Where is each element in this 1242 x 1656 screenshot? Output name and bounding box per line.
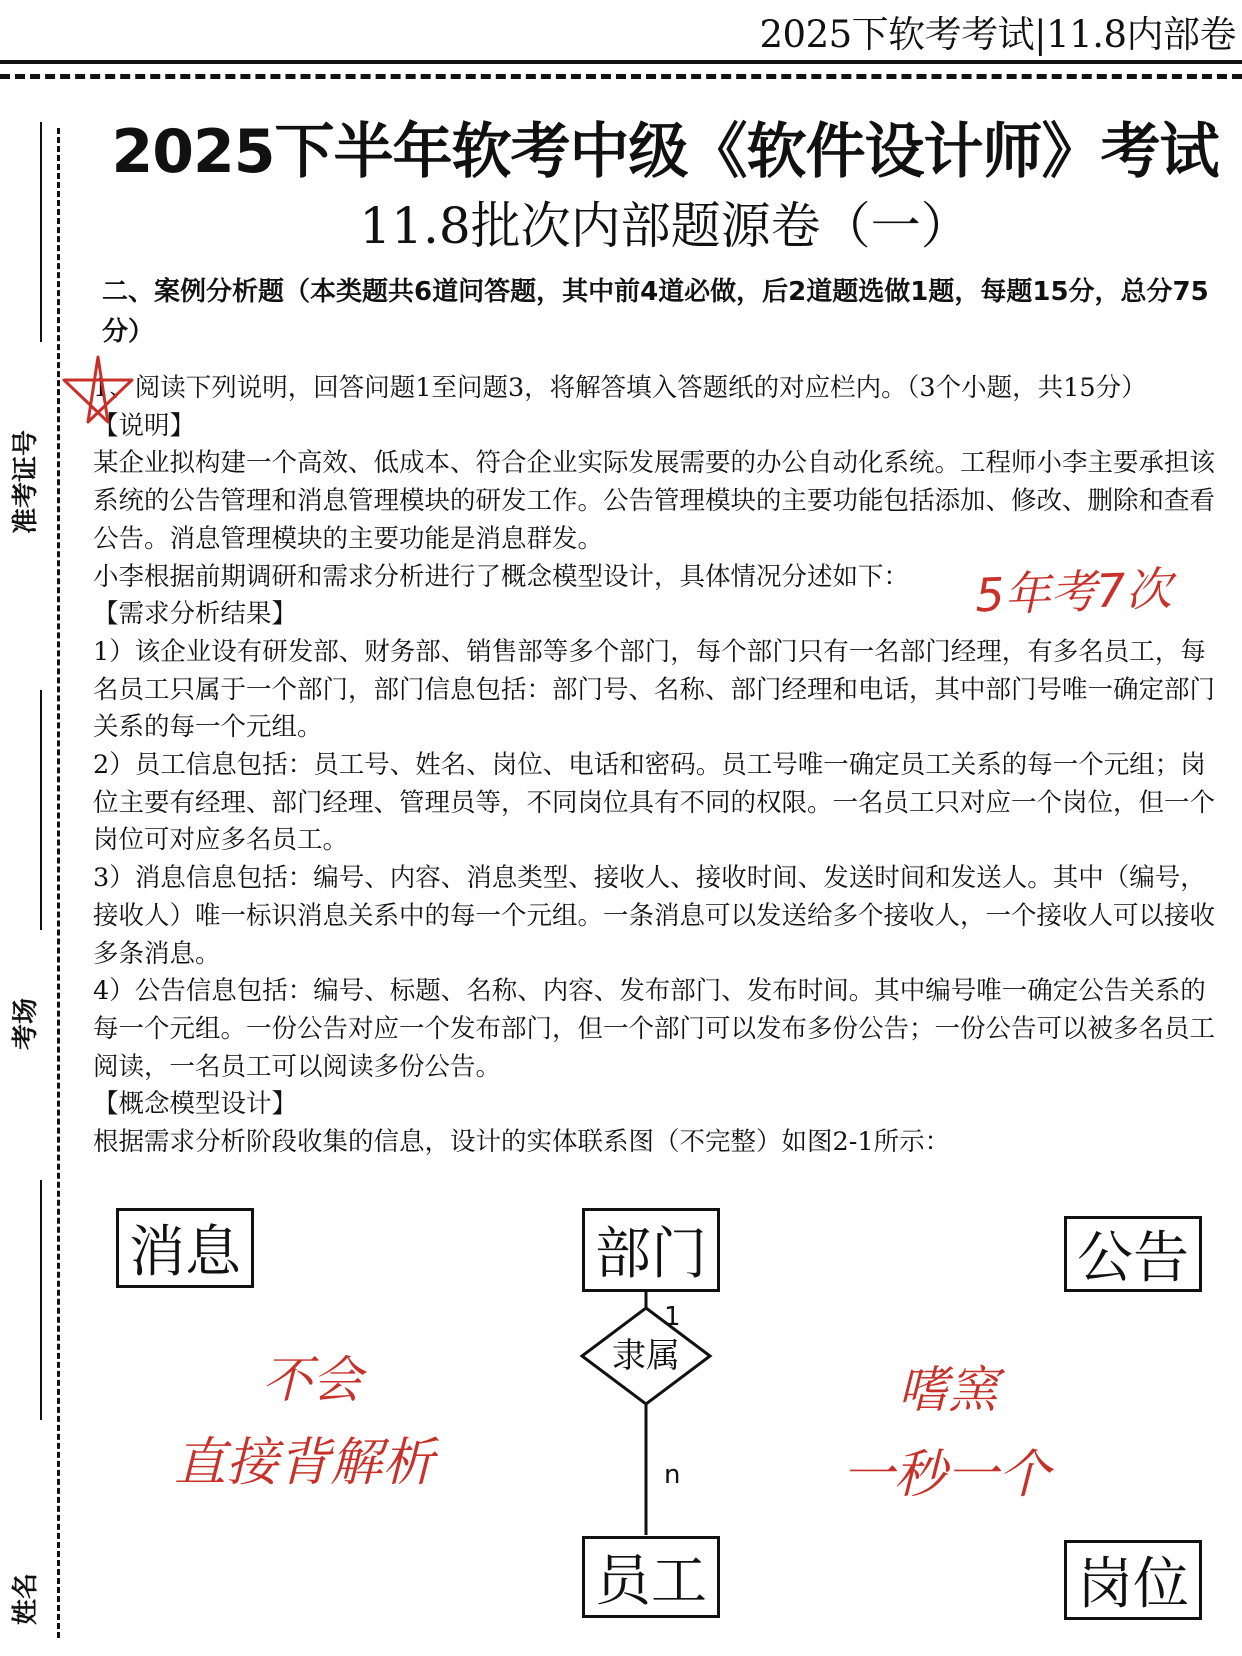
star-mark-icon [58, 352, 138, 432]
handwritten-note: 一秒一个 [842, 1445, 1051, 1505]
question-line: 某企业拟构建一个高效、低成本、符合企业实际发展需要的办公自动化系统。工程师小李主要承担该系统的公告管理和消息管理模块的研发工作。公告管理模块的主要功能包括添加、修改、删除和查看公告。消息管理模块的主要功能是消息群发。 [93, 448, 1216, 554]
question-line: 3）消息信息包括：编号、内容、消息类型、接收人、接收时间、发送时间和发送人。其中（编号，接收人）唯一标识消息关系中的每一个元组。一条消息可以发送给多个接收人，一个接收人可以接收多条消息。 [93, 863, 1216, 969]
relationship-label: 隶属 [612, 1336, 680, 1376]
handwritten-note: 直接背解析 [174, 1433, 435, 1493]
section-heading: 二、案例分析题（本类题共6道问答题，其中前4道必做，后2道题选做1题，每题15分，总分75分） [102, 277, 1209, 347]
question-line: 小李根据前期调研和需求分析进行了概念模型设计，具体情况分述如下： [93, 561, 910, 592]
question-line: 2）员工信息包括：员工号、姓名、岗位、电话和密码。员工号唯一确定员工关系的每一个元组；岗位主要有经理、部门经理、管理员等，不同岗位具有不同的权限。一名员工只对应一个岗位，但一个岗位可对应多名员工。 [93, 750, 1216, 856]
entity-department: 部门 [582, 1208, 720, 1292]
handwritten-note: 嗜窯 [898, 1361, 998, 1419]
entity-announcement: 公告 [1064, 1216, 1202, 1292]
entity-message: 消息 [116, 1208, 254, 1288]
header-tag: 2025下软考考试|11.8内部卷 [759, 13, 1236, 56]
entity-position: 岗位 [1064, 1540, 1202, 1620]
entity-employee: 员工 [582, 1536, 720, 1618]
question-line: 4）公告信息包括：编号、标题、名称、内容、发布部门、发布时间。其中编号唯一确定公告关系的每一个元组。一份公告对应一个发布部门，但一个部门可以发布多份公告；一份公告可以被多名员工阅读，一名员工可以阅读多份公告。 [93, 976, 1216, 1082]
handwritten-note: 不会 [262, 1351, 362, 1409]
margin-label-name: 姓名 [11, 1573, 41, 1626]
cardinality-top: 1 [664, 1302, 681, 1332]
margin-label-exam-room: 考场 [11, 998, 41, 1051]
question-line: 1）该企业设有研发部、财务部、销售部等多个部门，每个部门只有一名部门经理，有多名员工，每名员工只属于一个部门，部门信息包括：部门号、名称、部门经理和电话，其中部门号唯一确定部门关系的每一个元组。 [93, 636, 1216, 743]
margin-label-exam-id: 准考证号 [11, 430, 41, 535]
header-dashed-divider [0, 74, 1242, 79]
margin-line [40, 122, 42, 342]
header-rule [0, 60, 1242, 64]
handwritten-note: 5年考7次 [974, 561, 1173, 623]
margin-line [40, 690, 42, 930]
question-line: 【需求分析结果】 [93, 599, 298, 630]
page-title: 2025下半年软考中级《软件设计师》考试 [111, 117, 1219, 187]
cardinality-bottom: n [664, 1460, 681, 1490]
question-line: 1、阅读下列说明，回答问题1至问题3，将解答填入答题纸的对应栏内。（3个小题，共15分） [93, 373, 1147, 403]
question-body [93, 370, 1223, 1162]
question-line: 根据需求分析阶段收集的信息，设计的实体联系图（不完整）如图2-1所示： [93, 1127, 951, 1158]
question-line: 【概念模型设计】 [93, 1089, 298, 1120]
question-line: 【说明】 [93, 410, 196, 441]
page-subtitle: 11.8批次内部题源卷（一） [359, 197, 971, 255]
